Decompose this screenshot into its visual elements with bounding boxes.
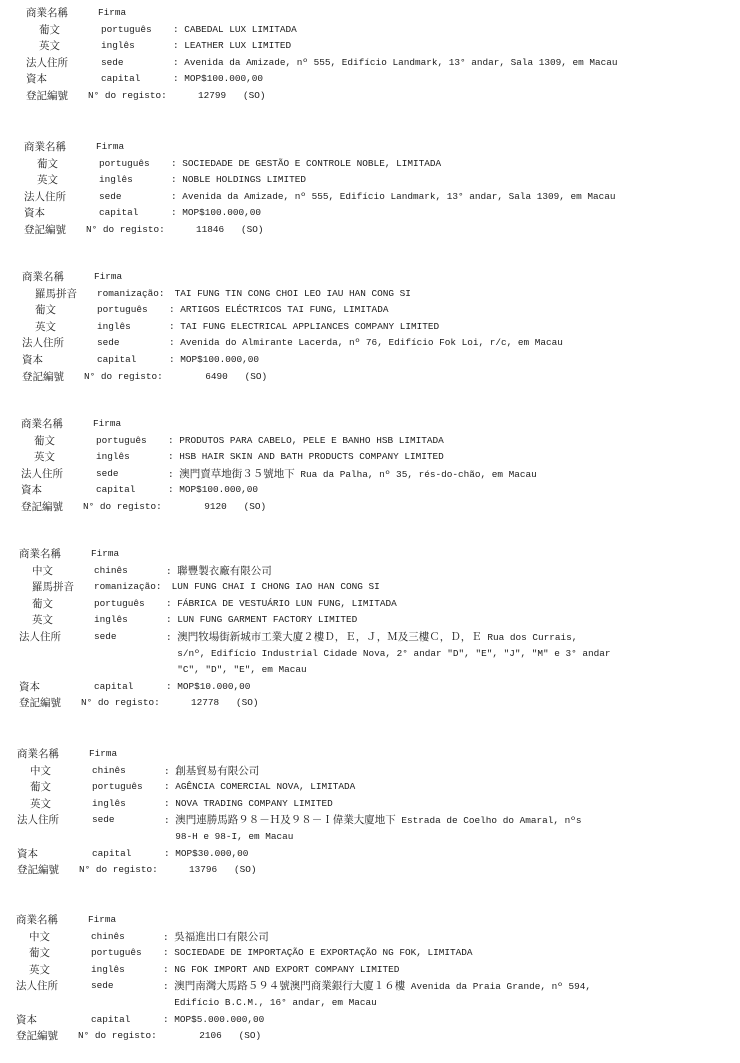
capital-label-pt: capital [92, 847, 132, 859]
en-label-zh: 英文 [30, 797, 51, 810]
en-label-pt: inglês [94, 614, 128, 626]
seat-value: : Avenida do Almirante Lacerda, nº 76, Edifício Fok Loi, r/c, em Macau [169, 337, 563, 349]
reg-label-zh: 登記編號 [21, 500, 63, 513]
name-romanizacao: LUN FUNG CHAI I CHONG IAO HAN CONG SI [171, 581, 380, 593]
capital-value: : MOP$10.000,00 [166, 680, 251, 692]
pt-label-zh: 葡文 [39, 23, 60, 36]
en-label-pt: inglês [97, 320, 131, 332]
capital-label-pt: capital [101, 73, 141, 85]
reg-label-pt: N° do registo: [86, 223, 165, 235]
en-label-pt: inglês [101, 40, 135, 52]
capital-label-pt: capital [99, 207, 139, 219]
cn-label-pt: chinês [92, 764, 126, 776]
pt-label-pt: português [92, 781, 143, 793]
en-label-zh: 英文 [29, 963, 50, 976]
cn-label-zh: 中文 [29, 930, 50, 943]
seat-value: : 澳門連勝馬路９８－Ｈ及９８－Ｉ偉業大廈地下 Estrada de Coelho do Amaral, nºs [164, 814, 582, 827]
name-portugues: : SOCIEDADE DE IMPORTAÇÃO E EXPORTAÇÃO NG FOK, LIMITADA [163, 947, 473, 959]
seat-value-line: Edifício B.C.M., 16° andar, em Macau [174, 996, 377, 1008]
en-label-zh: 英文 [39, 40, 60, 53]
name-portugues: : AGÊNCIA COMERCIAL NOVA, LIMITADA [164, 781, 356, 793]
firm-label-zh: 商業名稱 [19, 548, 61, 560]
reg-label-pt: N° do registo: [78, 1030, 157, 1042]
en-label-pt: inglês [99, 174, 133, 186]
pt-label-zh: 葡文 [29, 947, 50, 960]
seat-label-pt: sede [101, 56, 124, 68]
reg-number: 12799 (SO) [198, 89, 266, 101]
firm-label-zh: 商業名稱 [24, 141, 66, 153]
reg-label-zh: 登記編號 [24, 223, 66, 236]
seat-label-zh: 法人住所 [26, 56, 68, 69]
seat-value: : 澳門牧場街新城市工業大廈２樓Ｄ，Ｅ，Ｊ，Ｍ及三樓Ｃ，Ｄ，Ｅ Rua dos Currais, [166, 630, 578, 643]
seat-label-pt: sede [96, 467, 119, 479]
seat-value-line: "C", "D", "E", em Macau [177, 664, 307, 676]
cn-label-zh: 中文 [32, 564, 53, 577]
pt-label-pt: português [101, 23, 152, 35]
reg-label-zh: 登記編號 [19, 697, 61, 710]
name-chines: : 創基貿易有限公司 [164, 764, 260, 777]
firm-label-pt: Firma [91, 548, 120, 559]
reg-label-zh: 登記編號 [17, 864, 59, 877]
name-chines: : 吳福進出口有限公司 [163, 930, 269, 943]
cn-label-pt: chinês [94, 564, 128, 576]
reg-label-pt: N° do registo: [84, 370, 163, 382]
reg-number: 13796 (SO) [189, 864, 257, 876]
capital-value: : MOP$100.000,00 [171, 207, 262, 219]
reg-number: 2106 (SO) [199, 1030, 262, 1042]
en-label-zh: 英文 [32, 614, 53, 627]
en-label-zh: 英文 [37, 174, 58, 187]
capital-label-pt: capital [94, 680, 134, 692]
firm-label-zh: 商業名稱 [22, 271, 64, 283]
capital-value: : MOP$100.000,00 [169, 353, 260, 365]
seat-label-zh: 法人住所 [17, 814, 59, 827]
rom-label-zh: 羅馬拼音 [35, 287, 77, 300]
capital-value: : MOP$100.000,00 [173, 73, 264, 85]
en-label-zh: 英文 [34, 451, 55, 464]
name-portugues: : PRODUTOS PARA CABELO, PELE E BANHO HSB LIMITADA [168, 434, 444, 446]
seat-value-line: 98-H e 98-I, em Macau [175, 830, 294, 842]
name-ingles: : HSB HAIR SKIN AND BATH PRODUCTS COMPANY LIMITED [168, 451, 444, 463]
reg-label-zh: 登記編號 [22, 370, 64, 383]
seat-label-pt: sede [97, 337, 120, 349]
firm-label-pt: Firma [88, 914, 117, 925]
firm-label-pt: Firma [98, 7, 127, 18]
seat-label-zh: 法人住所 [21, 467, 63, 480]
firm-label-pt: Firma [89, 748, 118, 759]
pt-label-zh: 葡文 [34, 434, 55, 447]
firm-label-pt: Firma [94, 271, 123, 282]
pt-label-pt: português [94, 597, 145, 609]
reg-label-pt: N° do registo: [83, 500, 162, 512]
cn-label-zh: 中文 [30, 764, 51, 777]
reg-number: 9120 (SO) [204, 500, 267, 512]
capital-label-zh: 資本 [19, 680, 40, 693]
firm-label-zh: 商業名稱 [17, 748, 59, 760]
name-portugues: : SOCIEDADE DE GESTÃO E CONTROLE NOBLE, LIMITADA [171, 157, 442, 169]
capital-label-zh: 資本 [17, 847, 38, 860]
seat-label-pt: sede [94, 630, 117, 642]
seat-value: : 澳門賣草地街３５號地下 Rua da Palha, nº 35, rés-do-chão, em Macau [168, 467, 537, 480]
name-ingles: : NOVA TRADING COMPANY LIMITED [164, 797, 333, 809]
seat-label-zh: 法人住所 [16, 980, 58, 993]
rom-label-pt: romanização: [94, 581, 162, 593]
en-label-pt: inglês [96, 451, 130, 463]
firm-label-pt: Firma [96, 141, 125, 152]
capital-label-pt: capital [96, 484, 136, 496]
pt-label-pt: português [96, 434, 147, 446]
firm-label-zh: 商業名稱 [16, 914, 58, 926]
capital-label-zh: 資本 [16, 1013, 37, 1026]
firm-label-zh: 商業名稱 [21, 418, 63, 430]
reg-number: 12778 (SO) [191, 697, 259, 709]
capital-value: : MOP$30.000,00 [164, 847, 249, 859]
seat-label-pt: sede [91, 980, 114, 992]
capital-label-zh: 資本 [24, 207, 45, 220]
reg-number: 6490 (SO) [205, 370, 268, 382]
reg-number: 11846 (SO) [196, 223, 264, 235]
name-ingles: : NOBLE HOLDINGS LIMITED [171, 174, 307, 186]
capital-label-zh: 資本 [26, 73, 47, 86]
pt-label-pt: português [99, 157, 150, 169]
capital-label-zh: 資本 [22, 353, 43, 366]
name-romanizacao: TAI FUNG TIN CONG CHOI LEO IAU HAN CONG SI [174, 287, 411, 299]
capital-value: : MOP$100.000,00 [168, 484, 259, 496]
cn-label-pt: chinês [91, 930, 125, 942]
seat-value: : Avenida da Amizade, nº 555, Edifício Landmark, 13° andar, Sala 1309, em Macau [173, 56, 618, 68]
firm-label-zh: 商業名稱 [26, 7, 68, 19]
pt-label-pt: português [97, 304, 148, 316]
pt-label-zh: 葡文 [32, 597, 53, 610]
reg-label-pt: N° do registo: [88, 89, 167, 101]
pt-label-zh: 葡文 [37, 157, 58, 170]
seat-value: : 澳門南灣大馬路５９４號澳門商業銀行大廈１６樓 Avenida da Praia Grande, nº 594, [163, 980, 591, 993]
name-ingles: : TAI FUNG ELECTRICAL APPLIANCES COMPANY LIMITED [169, 320, 440, 332]
capital-label-pt: capital [97, 353, 137, 365]
seat-label-pt: sede [92, 814, 115, 826]
seat-value: : Avenida da Amizade, nº 555, Edifício Landmark, 13° andar, Sala 1309, em Macau [171, 190, 616, 202]
firm-label-pt: Firma [93, 418, 122, 429]
seat-label-zh: 法人住所 [22, 337, 64, 350]
name-ingles: : LEATHER LUX LIMITED [173, 40, 292, 52]
rom-label-zh: 羅馬拼音 [32, 581, 74, 594]
seat-label-zh: 法人住所 [24, 190, 66, 203]
name-portugues: : CABEDAL LUX LIMITADA [173, 23, 297, 35]
reg-label-zh: 登記編號 [16, 1030, 58, 1043]
name-ingles: : LUN FUNG GARMENT FACTORY LIMITED [166, 614, 358, 626]
en-label-pt: inglês [92, 797, 126, 809]
capital-label-zh: 資本 [21, 484, 42, 497]
reg-label-zh: 登記編號 [26, 89, 68, 102]
capital-value: : MOP$5.000.000,00 [163, 1013, 265, 1025]
seat-value-line: s/nº, Edifício Industrial Cidade Nova, 2° andar "D", "E", "J", "M" e 3° andar [177, 647, 611, 659]
en-label-pt: inglês [91, 963, 125, 975]
reg-label-pt: N° do registo: [79, 864, 158, 876]
rom-label-pt: romanização: [97, 287, 165, 299]
name-chines: : 聯豐製衣廠有限公司 [166, 564, 272, 577]
name-ingles: : NG FOK IMPORT AND EXPORT COMPANY LIMITED [163, 963, 400, 975]
name-portugues: : ARTIGOS ELÉCTRICOS TAI FUNG, LIMITADA [169, 304, 389, 316]
seat-label-zh: 法人住所 [19, 630, 61, 643]
capital-label-pt: capital [91, 1013, 131, 1025]
name-portugues: : FÁBRICA DE VESTUÁRIO LUN FUNG, LIMITADA [166, 597, 397, 609]
pt-label-pt: português [91, 947, 142, 959]
pt-label-zh: 葡文 [30, 781, 51, 794]
seat-label-pt: sede [99, 190, 122, 202]
pt-label-zh: 葡文 [35, 304, 56, 317]
reg-label-pt: N° do registo: [81, 697, 160, 709]
en-label-zh: 英文 [35, 320, 56, 333]
